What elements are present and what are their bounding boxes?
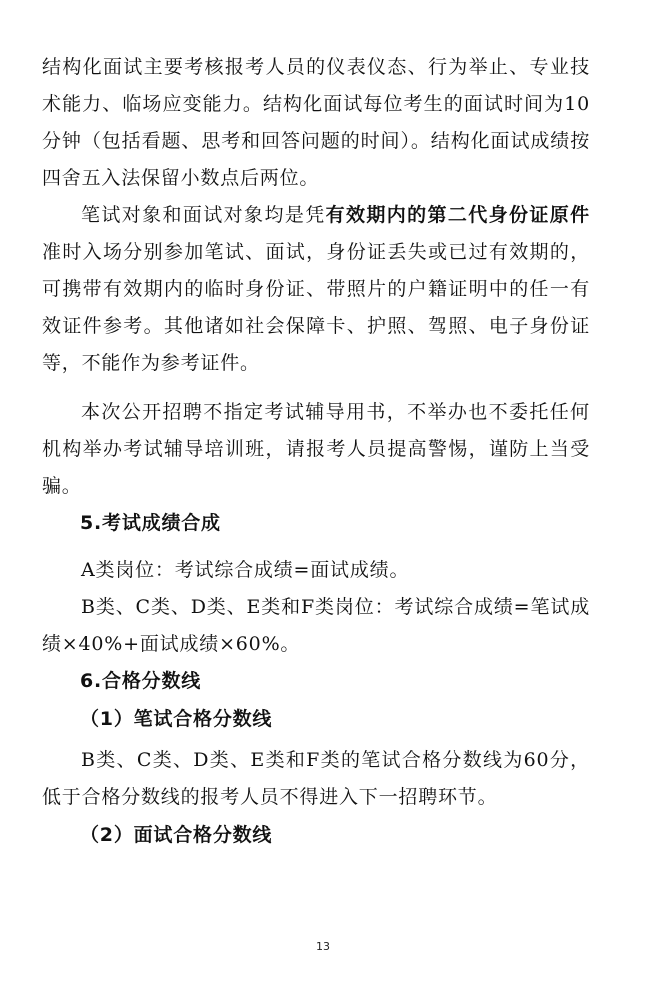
paragraph-structured-interview: 结构化面试主要考核报考人员的仪表仪态、行为举止、专业技术能力、临场应变能力。结构化面试每位考生的面试时间为10分钟（包括看题、思考和回答问题的时间）。结构化面试成绩按四舍五入法保留小数点后两位。 [42,56,590,189]
page-number: 13 [316,940,330,953]
section-6-2-heading: （2）面试合格分数线 [80,824,273,846]
section-5-class-a-rule: A类岗位：考试综合成绩=面试成绩。 [81,559,410,581]
id-requirements-text-start: 笔试对象和面试对象均是凭 [81,204,326,226]
section-6-1-heading: （1）笔试合格分数线 [80,708,273,730]
section-6-1-text: B类、C类、D类、E类和F类的笔试合格分数线为60分，低于合格分数线的报考人员不得进入下一招聘环节。 [42,749,590,808]
section-5-heading: 5.考试成绩合成 [80,512,221,534]
paragraph-no-designated-books: 本次公开招聘不指定考试辅导用书，不举办也不委托任何机构举办考试辅导培训班，请报考人员提高警惕，谨防上当受骗。 [42,401,590,497]
section-6-heading: 6.合格分数线 [80,670,202,692]
id-requirements-emphasis: 有效期内的第二代身份证原件 [325,204,590,226]
paragraph-id-requirements [42,197,590,382]
section-5-class-bf-rule: B类、C类、D类、E类和F类岗位：考试综合成绩=笔试成绩×40%+面试成绩×60%。 [42,596,590,655]
id-requirements-text-end: 准时入场分别参加笔试、面试，身份证丢失或已过有效期的，可携带有效期内的临时身份证、带照片的户籍证明中的任一有效证件参考。其他诸如社会保障卡、护照、驾照、电子身份证等，不能作为参考证件。 [42,241,590,374]
